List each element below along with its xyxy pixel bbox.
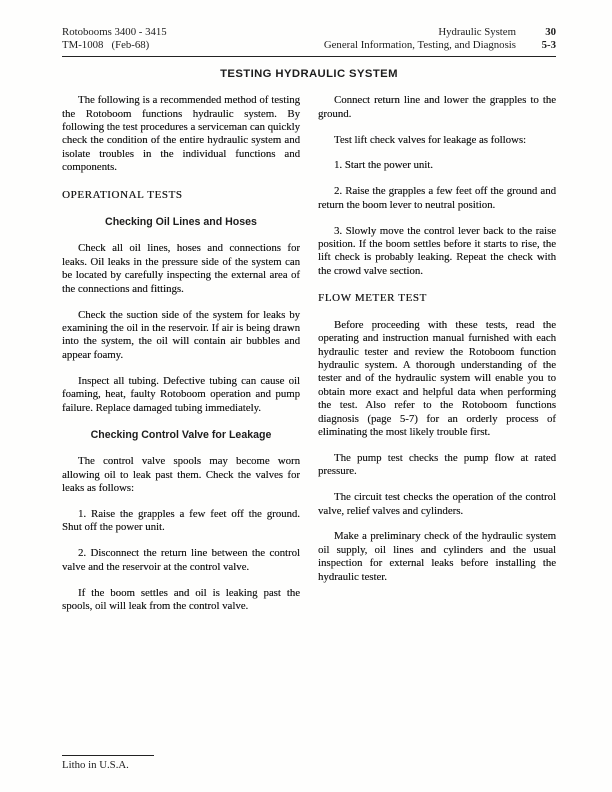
- page-header: [62, 26, 556, 53]
- paragraph-valve-spools: The control valve spools may become worn allowing oil to leak past them. Check the valves for leaks as follows:: [62, 455, 300, 495]
- header-section-label: Hydraulic System: [438, 26, 516, 38]
- header-model-line: Rotobooms 3400 - 3415: [62, 26, 167, 38]
- paragraph-preliminary-check: Make a preliminary check of the hydraulic system oil supply, oil lines and cylinders and the usual inspection for external leaks before installing the hydraulic tester.: [318, 530, 556, 583]
- paragraph-inspect-tubing: Inspect all tubing. Defective tubing can cause oil foaming, heat, faulty Rotoboom operation and pump failure. Replace damaged tubing immediately.: [62, 374, 300, 414]
- footer-litho-note: Litho in U.S.A.: [62, 758, 129, 771]
- list-item-step-2: 2. Raise the grapples a few feet off the ground and return the boom lever to neutral position.: [318, 185, 556, 211]
- paragraph-check-lines: Check all oil lines, hoses and connections for leaks. Oil leaks in the pressure side of the system can be located by carefully inspecting the external area of the connections and fittings.: [62, 242, 300, 295]
- two-column-body: [62, 94, 556, 626]
- header-left: [62, 26, 167, 53]
- list-item-step-2: 2. Disconnect the return line between the control valve and the reservoir at the control valve.: [62, 547, 300, 573]
- heading-flow-meter-test: FLOW METER TEST: [318, 292, 427, 305]
- header-section-row: [324, 26, 556, 39]
- page-title: TESTING HYDRAULIC SYSTEM: [220, 67, 398, 80]
- header-manual-number: TM-1008 (Feb-68): [62, 39, 150, 52]
- header-chapter-label: General Information, Testing, and Diagnosis: [323, 39, 516, 52]
- list-item-step-1: 1. Start the power unit.: [334, 159, 433, 172]
- header-chapter-page: 5-3: [541, 39, 556, 52]
- paragraph-boom-settles: If the boom settles and oil is leaking past the spools, oil will leak from the control valve.: [62, 586, 300, 613]
- heading-checking-control-valve: Checking Control Valve for Leakage: [90, 428, 272, 441]
- footer-rule: [62, 755, 154, 756]
- paragraph-circuit-test: The circuit test checks the operation of the control valve, relief valves and cylinders.: [318, 491, 556, 517]
- paragraph-pump-test: The pump test checks the pump flow at rated pressure.: [318, 451, 556, 478]
- header-page-number: 30: [545, 26, 556, 38]
- heading-checking-oil-lines: Checking Oil Lines and Hoses: [105, 216, 257, 229]
- paragraph-suction-side: Check the suction side of the system for leaks by examining the oil in the reservoir. If air is being drawn into the system, the oil will contain air bubbles and appear foamy.: [62, 308, 300, 361]
- list-item-step-3: 3. Slowly move the control lever back to the raise position. If the boom settles before it starts to rise, the lift check is probably leaking. Repeat the check with the crowd valve section.: [318, 224, 556, 277]
- paragraph-test-lift-check: Test lift check valves for leakage as follows:: [334, 133, 527, 146]
- heading-operational-tests: OPERATIONAL TESTS: [62, 188, 183, 201]
- header-chapter-row: [324, 39, 556, 52]
- paragraph-intro: The following is a recommended method of testing the Rotoboom functions hydraulic system. By following the test procedures a serviceman can quickly check the condition of the entire hydraulic system and isolate troubles in the individual functions and components.: [62, 94, 300, 174]
- page-footer: [62, 755, 154, 772]
- list-item-step-1: 1. Raise the grapples a few feet off the ground. Shut off the power unit.: [62, 508, 300, 534]
- paragraph-before-proceeding: Before proceeding with these tests, read the operating and instruction manual furnished with each hydraulic tester and review the Rotoboom function hydraulic system. A thorough understanding of the tester and of the hydraulic system will enable you to obtain more exact and helpful data when performing the test. Also refer to the Rotoboom functions diagnosis (page 5-7) for an orderly process of eliminating the most likely trouble first.: [318, 318, 556, 438]
- paragraph-connect-return-line: Connect return line and lower the grapples to the ground.: [318, 94, 556, 120]
- header-rule: [62, 56, 556, 57]
- header-right: [324, 26, 556, 53]
- right-column: [318, 94, 556, 626]
- left-column: [62, 94, 300, 626]
